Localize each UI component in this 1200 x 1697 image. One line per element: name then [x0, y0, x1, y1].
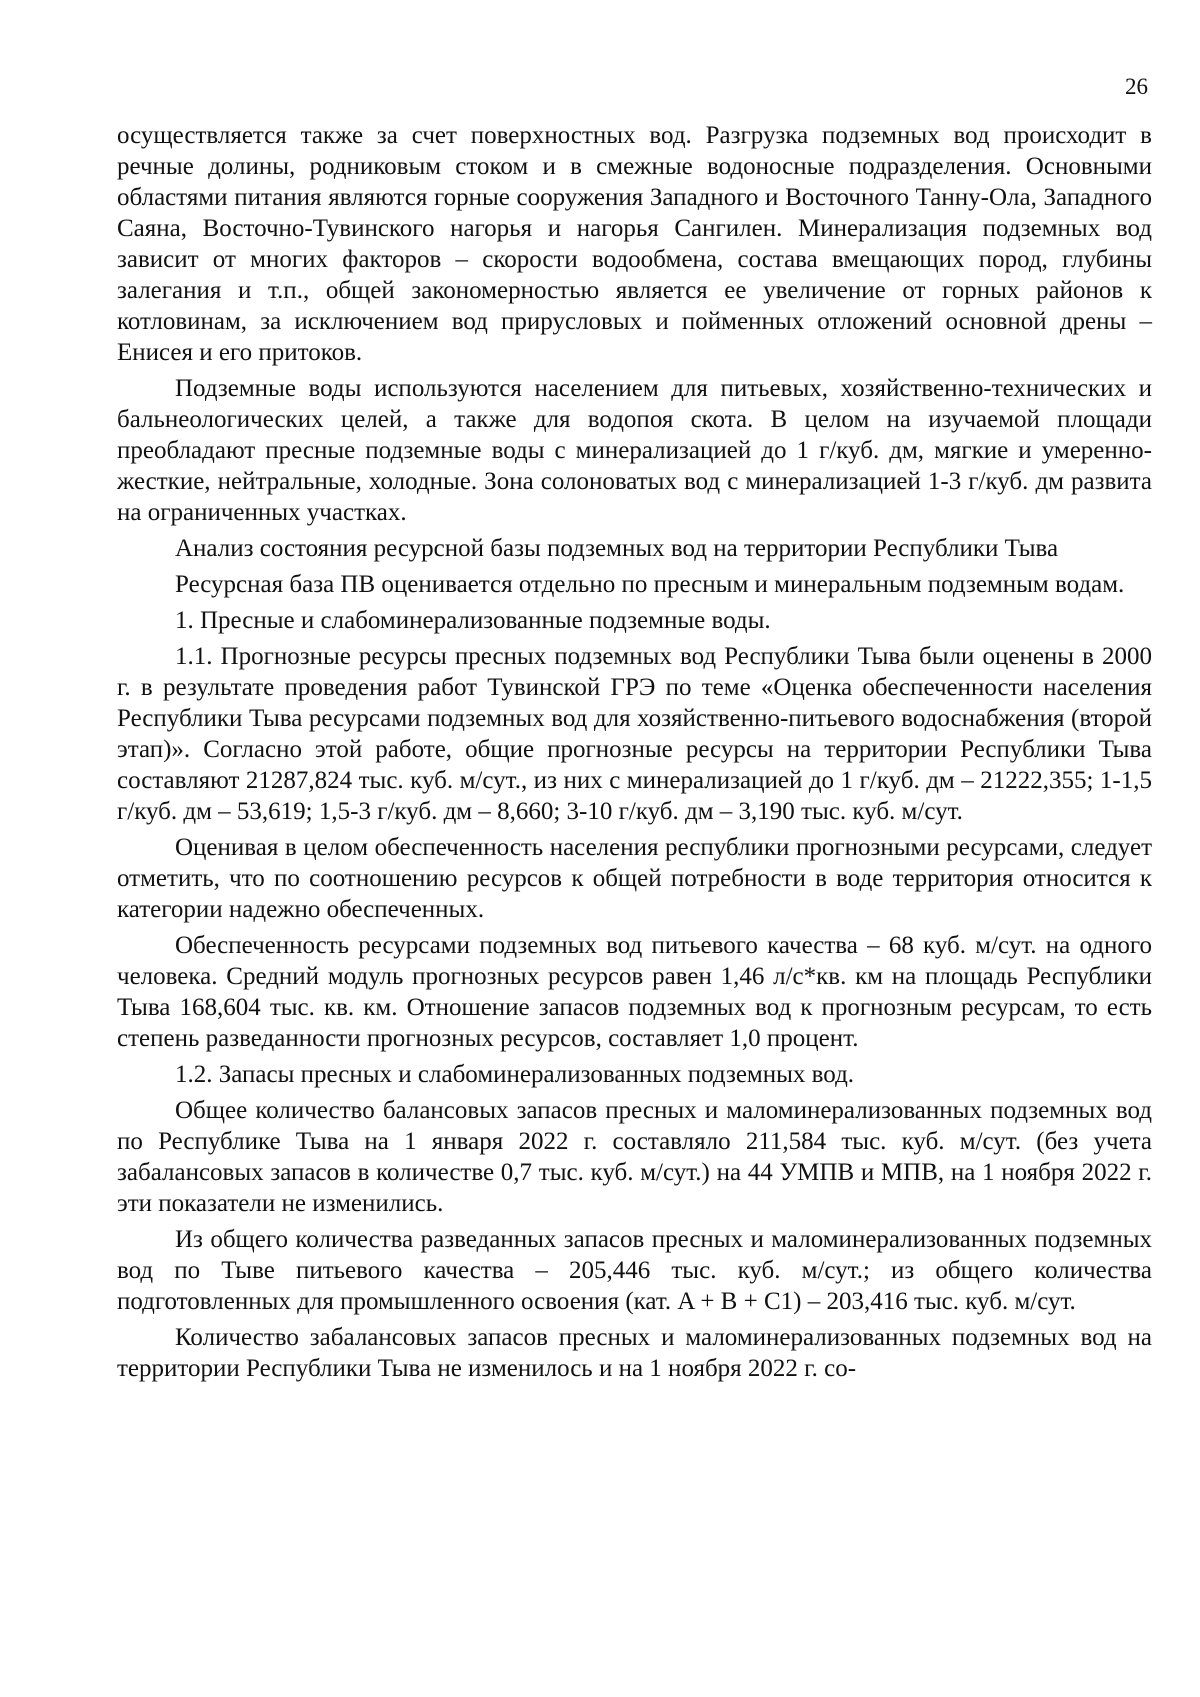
- page-number: 26: [1125, 74, 1148, 99]
- paragraph-7: Оценивая в целом обеспеченность населения республики прогнозными ресурсами, следует отметить, что по соотношению ресурсов к общей потребности в воде территория относится к категории надежно обеспеченных.: [117, 834, 1152, 923]
- paragraph-11: Из общего количества разведанных запасов пресных и маломинерализованных подземных вод по Тыве питьевого качества – 205,446 тыс. куб. м/сут.; из общего количества подготовленных для промышленного освоения (кат. A + B + C1) – 203,416 тыс. куб. м/сут.: [117, 1226, 1152, 1315]
- paragraph-6: 1.1. Прогнозные ресурсы пресных подземных вод Республики Тыва были оценены в 2000 г. в результате проведения работ Тувинской ГРЭ по теме «Оценка обеспеченности населения Республики Тыва ресурсами подземных вод для хозяйственно-питьевого водоснабжения (второй этап)». Согласно этой работе, общие прогнозные ресурсы на территории Республики Тыва составляют 21287,824 тыс. куб. м/сут., из них с минерализацией до 1 г/куб. дм – 21222,355; 1-1,5 г/куб. дм – 53,619; 1,5-3 г/куб. дм – 8,660; 3-10 г/куб. дм – 3,190 тыс. куб. м/сут.: [117, 643, 1152, 825]
- paragraph-2: Подземные воды используются населением для питьевых, хозяйственно-технических и бальнеологических целей, а также для водопоя скота. В целом на изучаемой площади преобладают пресные подземные воды с минерализацией до 1 г/куб. дм, мягкие и умеренно-жесткие, нейтральные, холодные. Зона солоноватых вод с минерализацией 1-3 г/куб. дм развита на ограниченных участках.: [117, 375, 1152, 526]
- paragraph-5-section: 1. Пресные и слабоминерализованные подземные воды.: [175, 607, 771, 634]
- paragraph-3-heading: Анализ состояния ресурсной базы подземных вод на территории Республики Тыва: [175, 535, 1059, 562]
- document-body: [117, 120, 1152, 1384]
- paragraph-12: Количество забалансовых запасов пресных и маломинерализованных подземных вод на территории Республики Тыва не изменилось и на 1 ноября 2022 г. со-: [117, 1324, 1152, 1382]
- paragraph-4: Ресурсная база ПВ оценивается отдельно по пресным и минеральным подземным водам.: [175, 571, 1125, 598]
- paragraph-1: осуществляется также за счет поверхностных вод. Разгрузка подземных вод происходит в речные долины, родниковым стоком и в смежные водоносные подразделения. Основными областями питания являются горные сооружения Западного и Восточного Танну-Ола, Западного Саяна, Восточно-Тувинского нагорья и нагорья Сангилен. Минерализация подземных вод зависит от многих факторов – скорости водообмена, состава вмещающих пород, глубины залегания и т.п., общей закономерностью является ее увеличение от горных районов к котловинам, за исключением вод прирусловых и пойменных отложений основной дрены – Енисея и его притоков.: [117, 122, 1152, 366]
- paragraph-8: Обеспеченность ресурсами подземных вод питьевого качества – 68 куб. м/сут. на одного человека. Средний модуль прогнозных ресурсов равен 1,46 л/с*кв. км на площадь Республики Тыва 168,604 тыс. кв. км. Отношение запасов подземных вод к прогнозным ресурсам, то есть степень разведанности прогнозных ресурсов, составляет 1,0 процент.: [117, 932, 1152, 1052]
- paragraph-10: Общее количество балансовых запасов пресных и маломинерализованных подземных вод по Республике Тыва на 1 января 2022 г. составляло 211,584 тыс. куб. м/сут. (без учета забалансовых запасов в количестве 0,7 тыс. куб. м/сут.) на 44 УМПВ и МПВ, на 1 ноября 2022 г. эти показатели не изменились.: [117, 1097, 1152, 1217]
- paragraph-9-section: 1.2. Запасы пресных и слабоминерализованных подземных вод.: [175, 1061, 855, 1088]
